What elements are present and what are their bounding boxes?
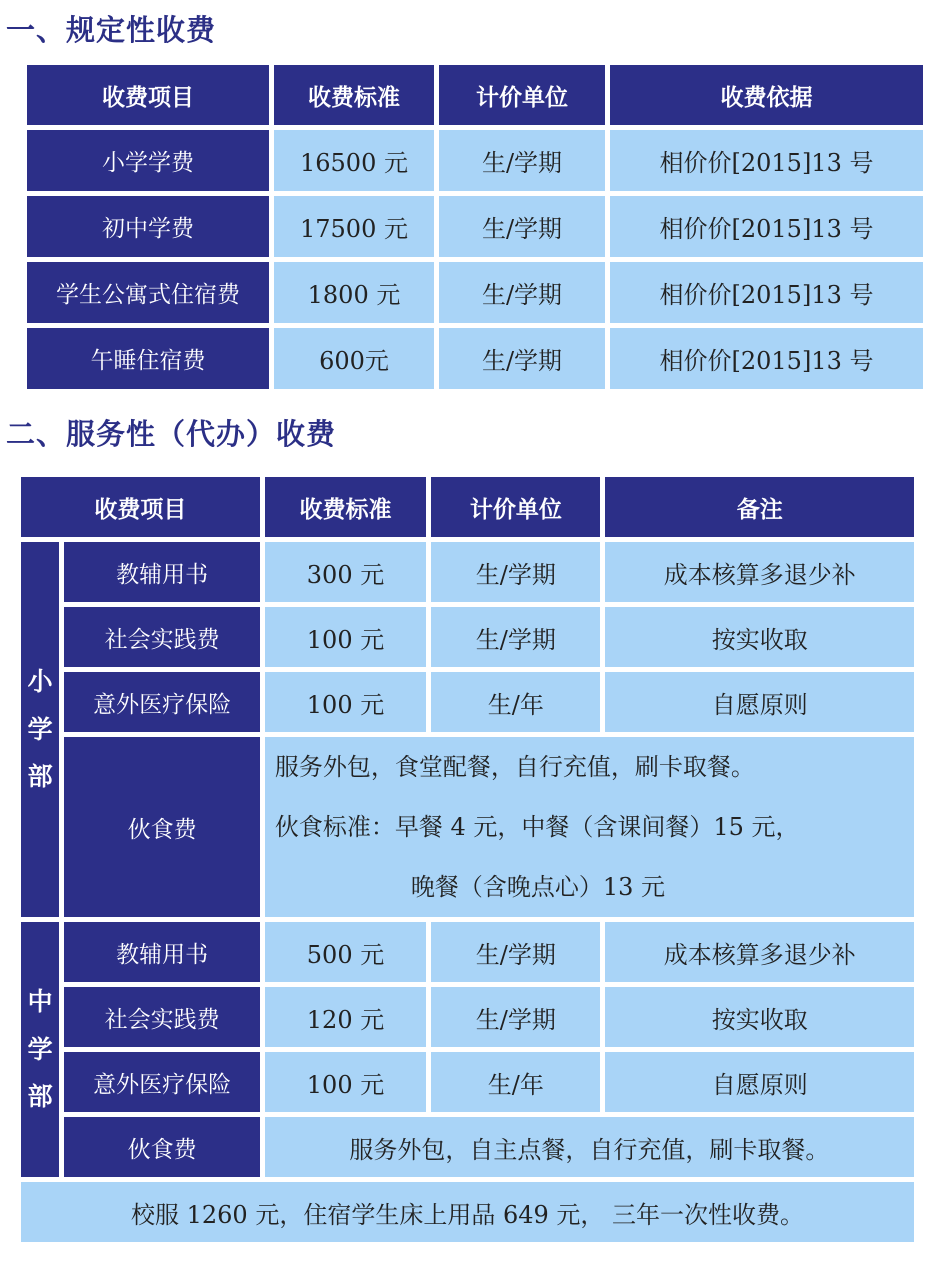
fee-amount: 100 元: [265, 1052, 426, 1112]
table-row: [21, 1117, 914, 1177]
fee-unit: 生/年: [431, 1052, 600, 1112]
footer-note: 校服 1260 元，住宿学生床上用品 649 元， 三年一次性收费。: [21, 1182, 914, 1242]
meal-line: 伙食标准：早餐 4 元，中餐（含课间餐）15 元，: [274, 813, 800, 841]
fee-unit: 生/学期: [439, 196, 605, 257]
fee-unit: 生/学期: [431, 607, 600, 667]
table-row: [21, 1052, 914, 1112]
table-row: [21, 737, 914, 917]
header-cell: 收费项目: [27, 65, 269, 125]
fee-unit: 生/学期: [431, 987, 600, 1047]
fee-item: 社会实践费: [64, 987, 260, 1047]
header-cell: 收费标准: [265, 477, 426, 537]
fee-note: 按实收取: [605, 987, 914, 1047]
fee-item: 意外医疗保险: [64, 672, 260, 732]
middle-school-label: 中 学 部: [21, 922, 59, 1177]
fee-amount: 16500 元: [274, 130, 434, 191]
fee-item: 初中学费: [27, 196, 269, 257]
table-row: [21, 607, 914, 667]
header-cell: 计价单位: [431, 477, 600, 537]
fee-unit: 生/学期: [431, 922, 600, 982]
service-fees-table: [16, 472, 919, 1247]
table-row: [21, 922, 914, 982]
table-row: [21, 542, 914, 602]
meal-line: 服务外包，食堂配餐，自行充值，刷卡取餐。: [274, 753, 755, 781]
table-row: [27, 328, 923, 389]
table-row: [27, 196, 923, 257]
regulated-fees-table: [22, 60, 928, 394]
fee-basis: 相价价[2015]13 号: [610, 130, 923, 191]
fee-amount: 100 元: [265, 672, 426, 732]
fee-unit: 生/学期: [439, 328, 605, 389]
fee-basis: 相价价[2015]13 号: [610, 196, 923, 257]
fee-note: 按实收取: [605, 607, 914, 667]
fee-unit: 生/学期: [439, 130, 605, 191]
fee-item: 午睡住宿费: [27, 328, 269, 389]
fee-item: 意外医疗保险: [64, 1052, 260, 1112]
fee-amount: 500 元: [265, 922, 426, 982]
table-header-row: [21, 477, 914, 537]
header-cell: 收费标准: [274, 65, 434, 125]
fee-amount: 1800 元: [274, 262, 434, 323]
primary-school-label: 小 学 部: [21, 542, 59, 917]
table-row: [21, 672, 914, 732]
fee-amount: 100 元: [265, 607, 426, 667]
table-row: [21, 987, 914, 1047]
meal-description: 服务外包，自主点餐，自行充值，刷卡取餐。: [265, 1117, 914, 1177]
fee-note: 自愿原则: [605, 1052, 914, 1112]
meal-description: [265, 737, 914, 917]
fee-amount: 120 元: [265, 987, 426, 1047]
fee-amount: 300 元: [265, 542, 426, 602]
fee-basis: 相价价[2015]13 号: [610, 328, 923, 389]
fee-item: 学生公寓式住宿费: [27, 262, 269, 323]
table-row: [27, 130, 923, 191]
fee-item: 教辅用书: [64, 922, 260, 982]
table-header-row: [27, 65, 923, 125]
fee-note: 成本核算多退少补: [605, 922, 914, 982]
section2-title: 二、服务性（代办）收费: [6, 417, 337, 451]
fee-unit: 生/学期: [439, 262, 605, 323]
fee-amount: 17500 元: [274, 196, 434, 257]
header-cell: 收费依据: [610, 65, 923, 125]
fee-note: 自愿原则: [605, 672, 914, 732]
fee-unit: 生/年: [431, 672, 600, 732]
fee-item: 伙食费: [64, 737, 260, 917]
fee-item: 小学学费: [27, 130, 269, 191]
fee-basis: 相价价[2015]13 号: [610, 262, 923, 323]
fee-item: 社会实践费: [64, 607, 260, 667]
fee-amount: 600元: [274, 328, 434, 389]
header-cell: 收费项目: [21, 477, 260, 537]
fee-item: 伙食费: [64, 1117, 260, 1177]
meal-line: 晚餐（含晚点心）13 元: [410, 873, 666, 901]
table-footer-row: [21, 1182, 914, 1242]
fee-item: 教辅用书: [64, 542, 260, 602]
section1-title: 一、规定性收费: [6, 13, 217, 47]
fee-note: 成本核算多退少补: [605, 542, 914, 602]
fee-unit: 生/学期: [431, 542, 600, 602]
header-cell: 计价单位: [439, 65, 605, 125]
table-row: [27, 262, 923, 323]
header-cell: 备注: [605, 477, 914, 537]
